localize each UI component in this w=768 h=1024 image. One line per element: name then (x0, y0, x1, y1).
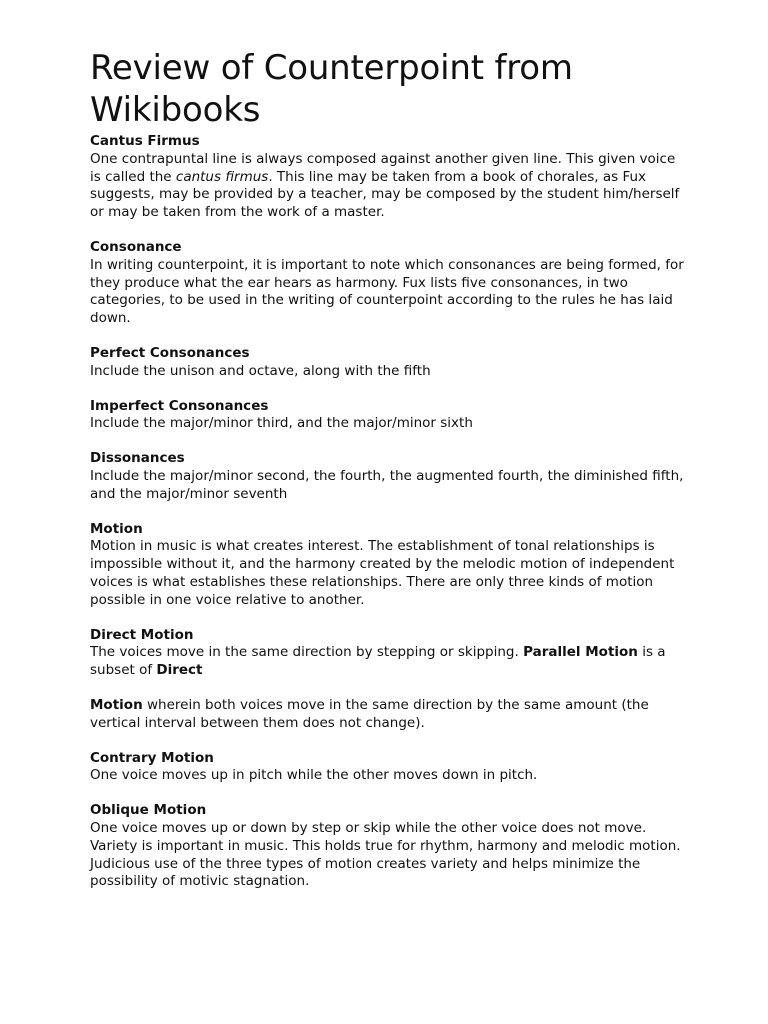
section-body (90, 697, 690, 733)
body-bold-term: Parallel Motion (523, 644, 638, 661)
section-body: Include the major/minor second, the fourth, the augmented fourth, the diminished fifth, and the major/minor seventh (90, 467, 684, 502)
body-text: . This line may be taken from a book of chorales, as Fux suggests, may be provided by a teacher, may be composed by the student him/herself or may be taken from the work of a master. (90, 168, 680, 221)
section-heading: Imperfect Consonances (90, 397, 269, 414)
section-consonance (90, 239, 690, 328)
body-bold-term: Direct (156, 662, 203, 679)
section-heading: Oblique Motion (90, 802, 207, 819)
section-contrary-motion (90, 750, 690, 786)
section-perfect-consonances (90, 345, 690, 381)
section-cantus-firmus (90, 133, 690, 222)
body-italic-term: cantus firmus (175, 168, 269, 185)
document-page (90, 47, 690, 908)
section-oblique-motion (90, 802, 690, 891)
body-text: One contrapuntal line is always composed against another given line. This given voice is called the (90, 150, 676, 185)
section-heading: Cantus Firmus (90, 133, 200, 149)
body-text: is a subset of (90, 644, 666, 679)
section-heading: Direct Motion (90, 626, 194, 643)
section-heading: Dissonances (90, 450, 185, 467)
section-body: One voice moves up or down by step or skip while the other voice does not move. Variety is important in music. This holds true for rhythm, harmony and melodic motion. Judicious use of the three types of motion creates variety and helps minimize the possibility of motivic stagnation. (90, 819, 681, 890)
section-heading: Motion (90, 520, 143, 537)
section-heading: Contrary Motion (90, 749, 214, 766)
body-bold-term: Motion (90, 696, 143, 713)
section-body (90, 644, 690, 680)
section-body: In writing counterpoint, it is important to note which consonances are being formed, for they produce what the ear hears as harmony. Fux lists five consonances, in two categories, to be used in the writing of counterpoint according to the rules he has laid down. (90, 256, 684, 327)
section-motion (90, 521, 690, 610)
section-body: One voice moves up in pitch while the other moves down in pitch. (90, 767, 538, 784)
section-heading: Perfect Consonances (90, 344, 250, 361)
section-body: Include the major/minor third, and the major/minor sixth (90, 415, 473, 432)
body-text: wherein both voices move in the same direction by the same amount (the vertical interval between them does not change). (90, 696, 649, 731)
section-body: Motion in music is what creates interest. The establishment of tonal relationships is impossible without it, and the harmony created by the melodic motion of independent voices is what establishes these relationships. There are only three kinds of motion possible in one voice relative to another. (90, 538, 675, 608)
section-direct-motion-continued (90, 697, 690, 733)
body-text: The voices move in the same direction by stepping or skipping. (90, 644, 524, 661)
section-imperfect-consonances (90, 398, 690, 434)
section-body: Include the unison and octave, along with the fifth (90, 362, 431, 379)
section-body (90, 151, 690, 222)
section-heading: Consonance (90, 238, 182, 255)
page-title: Review of Counterpoint from Wikibooks (90, 48, 573, 130)
section-dissonances (90, 450, 690, 503)
section-direct-motion (90, 627, 690, 680)
